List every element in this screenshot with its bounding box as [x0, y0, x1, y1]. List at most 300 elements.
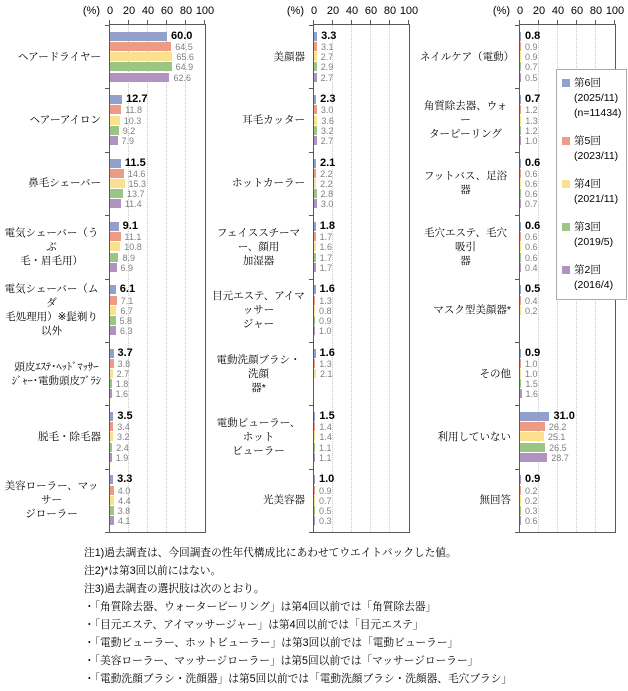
bar [314, 486, 315, 495]
bar-value-label: 10.8 [124, 242, 142, 253]
bar [520, 306, 521, 315]
bar [110, 516, 114, 525]
bar [520, 232, 521, 241]
gridline [351, 25, 352, 532]
category-label [2, 215, 101, 278]
category-label [2, 279, 101, 342]
bar-value-label: 26.5 [549, 442, 567, 453]
bar [520, 116, 521, 125]
legend-row [562, 134, 622, 149]
category-label-text: その他 [479, 367, 511, 380]
category-tick-mark [515, 215, 519, 216]
category-label-text: 頭皮ｴｽﾃ･ﾍｯﾄﾞﾏｯｻｰ ｼﾞｬｰ･電動頭皮ﾌﾞﾗｼ [11, 360, 101, 387]
category-tick-mark [105, 152, 109, 153]
bar-value-label: 0.9 [525, 52, 538, 63]
legend [556, 69, 627, 300]
category-label [212, 405, 305, 468]
bar-value-label: 31.0 [553, 410, 575, 423]
bar-value-label: 12.7 [126, 93, 148, 106]
axis-tick-label: 0 [106, 5, 114, 17]
category-label [420, 152, 511, 215]
bar-value-label: 2.7 [320, 135, 334, 146]
bar-value-label: 1.7 [319, 262, 333, 273]
bar-value-label: 3.3 [117, 473, 133, 486]
bar [314, 422, 315, 431]
axis-tick-mark [185, 20, 186, 24]
bar-value-label: 0.5 [525, 283, 541, 296]
bar [520, 516, 521, 525]
category-label-text: ネイルケア（電動） [420, 50, 515, 63]
axis-tick-mark [128, 20, 129, 24]
bar-value-label: 0.3 [525, 506, 538, 517]
bar-value-label: 8.9 [122, 252, 135, 263]
category-label [420, 469, 511, 532]
bar-value-label: 3.4 [117, 422, 130, 433]
legend-series-period: (2025/11) [574, 92, 619, 104]
bar-value-label: 3.2 [117, 432, 130, 443]
bar-value-label: 1.0 [319, 326, 332, 337]
bar-value-label: 1.8 [319, 219, 335, 232]
legend-swatch [562, 79, 570, 87]
note-line: 注3)過去調査の選択肢は次のとおり。 [84, 583, 265, 595]
legend-series-name: 第3回 [574, 221, 601, 233]
bar [314, 349, 316, 358]
legend-swatch [562, 223, 570, 231]
bar [110, 412, 113, 421]
bar-value-label: 9.2 [122, 125, 136, 136]
bar-value-label: 0.6 [525, 232, 538, 243]
bar [314, 232, 316, 241]
category-label-text: 電動洗顔ブラシ・洗顔 器* [216, 353, 301, 394]
bar [110, 42, 171, 51]
category-label-text: ヘアードライヤー [17, 50, 101, 63]
bar [110, 105, 121, 114]
bar [520, 105, 521, 114]
bar-value-label: 0.9 [319, 485, 332, 496]
axis-tick-mark [370, 20, 371, 24]
legend-series-period: (2023/11) [574, 150, 619, 162]
bar-value-label: 1.3 [319, 358, 332, 369]
category-tick-mark [515, 25, 519, 26]
legend-item [562, 177, 622, 207]
bar-value-label: 0.2 [525, 305, 538, 316]
bar-value-label: 0.4 [525, 262, 538, 273]
category-label [2, 88, 101, 151]
category-tick-mark [515, 405, 519, 406]
bar [314, 263, 316, 272]
legend-series-name: 第5回 [574, 135, 601, 147]
axis-tick-label: 60 [570, 5, 584, 17]
bar [314, 506, 315, 515]
bar-value-label: 0.8 [319, 305, 332, 316]
bar [314, 369, 316, 378]
bar-value-label: 1.7 [319, 232, 333, 243]
bar [314, 475, 315, 484]
bar-value-label: 0.7 [525, 199, 538, 210]
axis-tick-mark [538, 20, 539, 24]
bar [520, 496, 521, 505]
category-tick-mark [105, 532, 109, 533]
axis-tick-mark [595, 20, 596, 24]
axis-tick-mark [389, 20, 390, 24]
category-label [212, 279, 305, 342]
category-label [212, 152, 305, 215]
bar-value-label: 11.1 [124, 232, 142, 243]
bar-value-label: 0.6 [525, 516, 538, 527]
bar [314, 52, 317, 61]
bar-value-label: 4.1 [117, 516, 131, 527]
category-label-text: 美顔器 [273, 50, 305, 63]
gridline [166, 25, 167, 532]
bar [110, 326, 116, 335]
bar [520, 453, 547, 462]
category-tick-mark [105, 88, 109, 89]
bar-value-label: 11.5 [124, 156, 146, 169]
axis-tick-mark [147, 20, 148, 24]
bar [520, 422, 545, 431]
bar [110, 253, 118, 262]
bar [314, 42, 317, 51]
axis-tick-label: 40 [345, 5, 359, 17]
category-tick-mark [309, 152, 313, 153]
bar-value-label: 1.8 [115, 379, 129, 390]
bar [520, 369, 521, 378]
category-label [212, 25, 305, 88]
category-tick-mark [309, 215, 313, 216]
bar-value-label: 60.0 [171, 29, 193, 42]
category-tick-mark [515, 152, 519, 153]
bar-value-label: 0.8 [525, 29, 541, 42]
category-label [420, 215, 511, 278]
category-tick-mark [515, 279, 519, 280]
bar-value-label: 0.3 [319, 516, 332, 527]
category-label-text: 美容ローラー、マッサー ジローラー [4, 480, 99, 521]
bar-value-label: 2.7 [116, 369, 130, 380]
category-label-text: 毛穴エステ、毛穴吸引 器 [423, 226, 508, 267]
bar-value-label: 62.6 [173, 72, 191, 83]
axis-tick-label: 40 [141, 5, 155, 17]
bar [314, 453, 315, 462]
category-tick-mark [309, 25, 313, 26]
bar [314, 242, 316, 251]
axis-tick-label: 100 [605, 5, 625, 17]
bar-value-label: 9.1 [122, 219, 138, 232]
bar [520, 379, 521, 388]
bar [314, 432, 315, 441]
bar-value-label: 3.0 [320, 105, 334, 116]
category-tick-mark [515, 532, 519, 533]
category-label [2, 25, 101, 88]
note-line: 注2)*は第3回以前にはない。 [84, 565, 222, 577]
bar [520, 412, 549, 421]
axis-tick-label: 60 [160, 5, 174, 17]
bar [314, 159, 316, 168]
bar [110, 296, 117, 305]
bar [314, 316, 315, 325]
bar-value-label: 0.6 [525, 242, 538, 253]
category-tick-mark [309, 279, 313, 280]
bar [110, 285, 116, 294]
bar-value-label: 2.9 [320, 62, 334, 73]
category-label-text: 電気シェーバー（ムダ 毛処理用）※髭剃り 以外 [4, 283, 99, 338]
category-label [420, 405, 511, 468]
bar [314, 32, 317, 41]
axis-tick-mark [166, 20, 167, 24]
axis-tick-label: 100 [195, 5, 215, 17]
bar-value-label: 7.9 [121, 135, 135, 146]
category-tick-mark [105, 215, 109, 216]
bar-value-label: 15.3 [128, 178, 147, 189]
axis-tick-mark [313, 20, 314, 24]
bar [520, 359, 521, 368]
bar-value-label: 1.0 [319, 473, 335, 486]
category-tick-mark [105, 405, 109, 406]
axis-tick-label: 80 [589, 5, 603, 17]
category-label [2, 152, 101, 215]
note-line: ・「角質除去器、ウォーターピーリング」は第4回以前では「角質除去器」 [84, 601, 437, 613]
axis-tick-label: 0 [516, 5, 524, 17]
bar [314, 199, 317, 208]
category-label-text: 耳毛カッター [242, 114, 305, 127]
axis-tick-mark [204, 20, 205, 24]
legend-series-name: 第4回 [574, 178, 601, 190]
bar-value-label: 0.7 [319, 495, 332, 506]
bar [110, 316, 116, 325]
bar [314, 62, 317, 71]
axis-tick-label: 20 [532, 5, 546, 17]
legend-series-sample: (n=11434) [574, 107, 622, 119]
bar [314, 306, 315, 315]
bar-value-label: 0.6 [525, 156, 541, 169]
bar-value-label: 14.6 [127, 168, 146, 179]
bar-value-label: 3.6 [321, 115, 334, 126]
bar-value-label: 1.3 [525, 115, 538, 126]
bar-value-label: 1.5 [319, 410, 335, 423]
category-label [212, 469, 305, 532]
bar [110, 475, 113, 484]
category-tick-mark [515, 469, 519, 470]
bar [520, 169, 521, 178]
legend-swatch [562, 137, 570, 145]
legend-series-period: (2021/11) [574, 193, 619, 205]
bar-value-label: 64.9 [175, 62, 194, 73]
bar-value-label: 4.0 [117, 485, 131, 496]
bar [520, 443, 545, 452]
bar-value-label: 2.7 [320, 52, 334, 63]
legend-item [562, 263, 622, 293]
axis-tick-mark [351, 20, 352, 24]
category-label [420, 279, 511, 342]
bar [110, 379, 112, 388]
legend-item [562, 76, 622, 121]
bar-value-label: 5.8 [119, 315, 133, 326]
note-line: ・「美容ローラー、マッサージローラー」は第5回以前では「マッサージローラー」 [84, 655, 479, 667]
bar [520, 136, 521, 145]
bar-value-label: 1.0 [525, 369, 538, 380]
category-label [2, 342, 101, 405]
category-tick-mark [105, 279, 109, 280]
legend-series-name: 第2回 [574, 264, 601, 276]
bar-value-label: 6.7 [120, 305, 133, 316]
axis-tick-label: 60 [364, 5, 378, 17]
category-label [420, 342, 511, 405]
bar-value-label: 1.1 [319, 442, 332, 453]
bar [520, 159, 521, 168]
bar-value-label: 1.6 [115, 389, 129, 400]
bar-value-label: 6.1 [119, 283, 136, 296]
bar [110, 32, 167, 41]
bar-value-label: 25.1 [547, 432, 566, 443]
bar [314, 326, 315, 335]
bar [314, 73, 317, 82]
bar [110, 159, 121, 168]
bar-value-label: 2.7 [320, 72, 334, 83]
category-label [212, 215, 305, 278]
category-tick-mark [515, 88, 519, 89]
category-tick-mark [309, 532, 313, 533]
bar [110, 432, 113, 441]
bar-value-label: 0.6 [525, 178, 538, 189]
bar-value-label: 3.0 [320, 199, 334, 210]
bar-value-label: 2.2 [320, 178, 333, 189]
category-label [2, 469, 101, 532]
bar-value-label: 1.4 [319, 432, 332, 443]
bar [520, 263, 521, 272]
bar [520, 189, 521, 198]
category-label-text: 脱毛・除毛器 [38, 430, 101, 443]
legend-series-period: (2016/4) [574, 279, 614, 291]
bar [520, 296, 521, 305]
bar-value-label: 0.6 [525, 168, 538, 179]
bar-value-label: 65.6 [176, 52, 194, 63]
bar [110, 443, 112, 452]
bar-value-label: 1.0 [525, 135, 538, 146]
axis-tick-label: 80 [383, 5, 397, 17]
axis-tick-mark [557, 20, 558, 24]
category-label-text: ホットカーラー [231, 177, 305, 190]
bar [314, 222, 316, 231]
category-label-text: 利用していない [437, 430, 511, 443]
bar-value-label: 13.7 [127, 189, 145, 200]
axis-tick-label: 0 [310, 5, 318, 17]
category-label-text: 電気シェーバー（うぶ 毛・眉毛用） [4, 226, 99, 267]
bar-value-label: 1.2 [525, 105, 538, 116]
bar [520, 179, 521, 188]
bar [110, 453, 112, 462]
bar [110, 369, 113, 378]
bar-value-label: 1.7 [319, 252, 333, 263]
bar-value-label: 1.0 [525, 358, 538, 369]
bar-value-label: 0.9 [525, 42, 538, 52]
bar-value-label: 1.5 [525, 379, 538, 390]
category-label-text: 目元エステ、アイマッサー ジャー [212, 290, 305, 331]
bar-value-label: 1.1 [319, 452, 332, 463]
bar-value-label: 0.6 [525, 189, 538, 200]
axis-tick-label: 80 [179, 5, 193, 17]
bar [520, 222, 521, 231]
category-label-text: フェイススチーマー、顔用 加湿器 [216, 226, 301, 267]
bar [520, 199, 521, 208]
bar-value-label: 26.2 [548, 422, 567, 433]
bar-value-label: 1.3 [319, 295, 332, 306]
axis-tick-label: 100 [399, 5, 419, 17]
axis-tick-label: 40 [551, 5, 565, 17]
bar-value-label: 2.4 [116, 442, 129, 453]
bar [110, 126, 119, 135]
category-label-text: マスク型美顔器* [433, 304, 511, 317]
bar-value-label: 6.9 [120, 262, 134, 273]
bar [314, 169, 316, 178]
bar [520, 242, 521, 251]
bar [520, 73, 521, 82]
category-tick-mark [105, 342, 109, 343]
bar [314, 412, 315, 421]
legend-row [562, 263, 622, 278]
category-label-text: 鼻毛シェーバー [28, 177, 101, 190]
bar [520, 475, 521, 484]
category-tick-mark [309, 469, 313, 470]
category-label [212, 88, 305, 151]
legend-swatch [562, 180, 570, 188]
bar [110, 486, 114, 495]
bar-value-label: 3.8 [117, 358, 131, 369]
category-tick-mark [105, 469, 109, 470]
legend-row [562, 177, 622, 192]
bar [314, 443, 315, 452]
note-line: 注1)過去調査は、今回調査の性年代構成比にあわせてウエイトバックした値。 [84, 547, 457, 559]
bar-value-label: 2.1 [319, 369, 333, 380]
axis-tick-mark [109, 20, 110, 24]
axis-tick-label: 20 [326, 5, 340, 17]
category-tick-mark [309, 405, 313, 406]
category-label [2, 405, 101, 468]
axis-percent-label: (%) [492, 5, 510, 17]
category-label-text: ヘアーアイロン [29, 114, 101, 127]
category-label-text: フットバス、足浴器 [423, 170, 508, 197]
bar-value-label: 64.5 [175, 42, 193, 52]
bar [110, 95, 122, 104]
bar [314, 95, 316, 104]
gridline [370, 25, 371, 532]
note-line: ・「電動洗顔ブラシ・洗顔器」は第5回以前では「電動洗顔ブラシ・洗顔器、毛穴ブラシ」 [84, 673, 513, 685]
bar-value-label: 11.4 [124, 199, 142, 210]
category-label-text: 光美容器 [263, 494, 305, 507]
category-label-text: 角質除去器、ウォー ターピーリング [423, 100, 508, 141]
bar [314, 359, 315, 368]
bar-value-label: 1.4 [319, 422, 332, 433]
bar [520, 62, 521, 71]
bar-value-label: 0.7 [525, 93, 541, 106]
bar [110, 506, 114, 515]
bar-value-label: 0.9 [525, 346, 541, 359]
bar-value-label: 2.1 [319, 156, 336, 169]
bar [110, 136, 118, 145]
bar-value-label: 3.5 [117, 410, 133, 423]
gridline [389, 25, 390, 532]
bar-value-label: 3.2 [321, 125, 334, 136]
bar [314, 126, 317, 135]
bar-value-label: 1.6 [319, 283, 335, 296]
bar [110, 62, 172, 71]
bar [314, 285, 316, 294]
bar-value-label: 3.8 [117, 506, 131, 517]
bar [110, 73, 169, 82]
bar [314, 516, 315, 525]
note-line: ・「電動ビューラー、ホットビューラー」は第3回以前では「電動ビューラー」 [84, 637, 459, 649]
bar [314, 296, 315, 305]
bar-value-label: 3.1 [320, 42, 334, 52]
bar-value-label: 2.3 [320, 93, 336, 106]
